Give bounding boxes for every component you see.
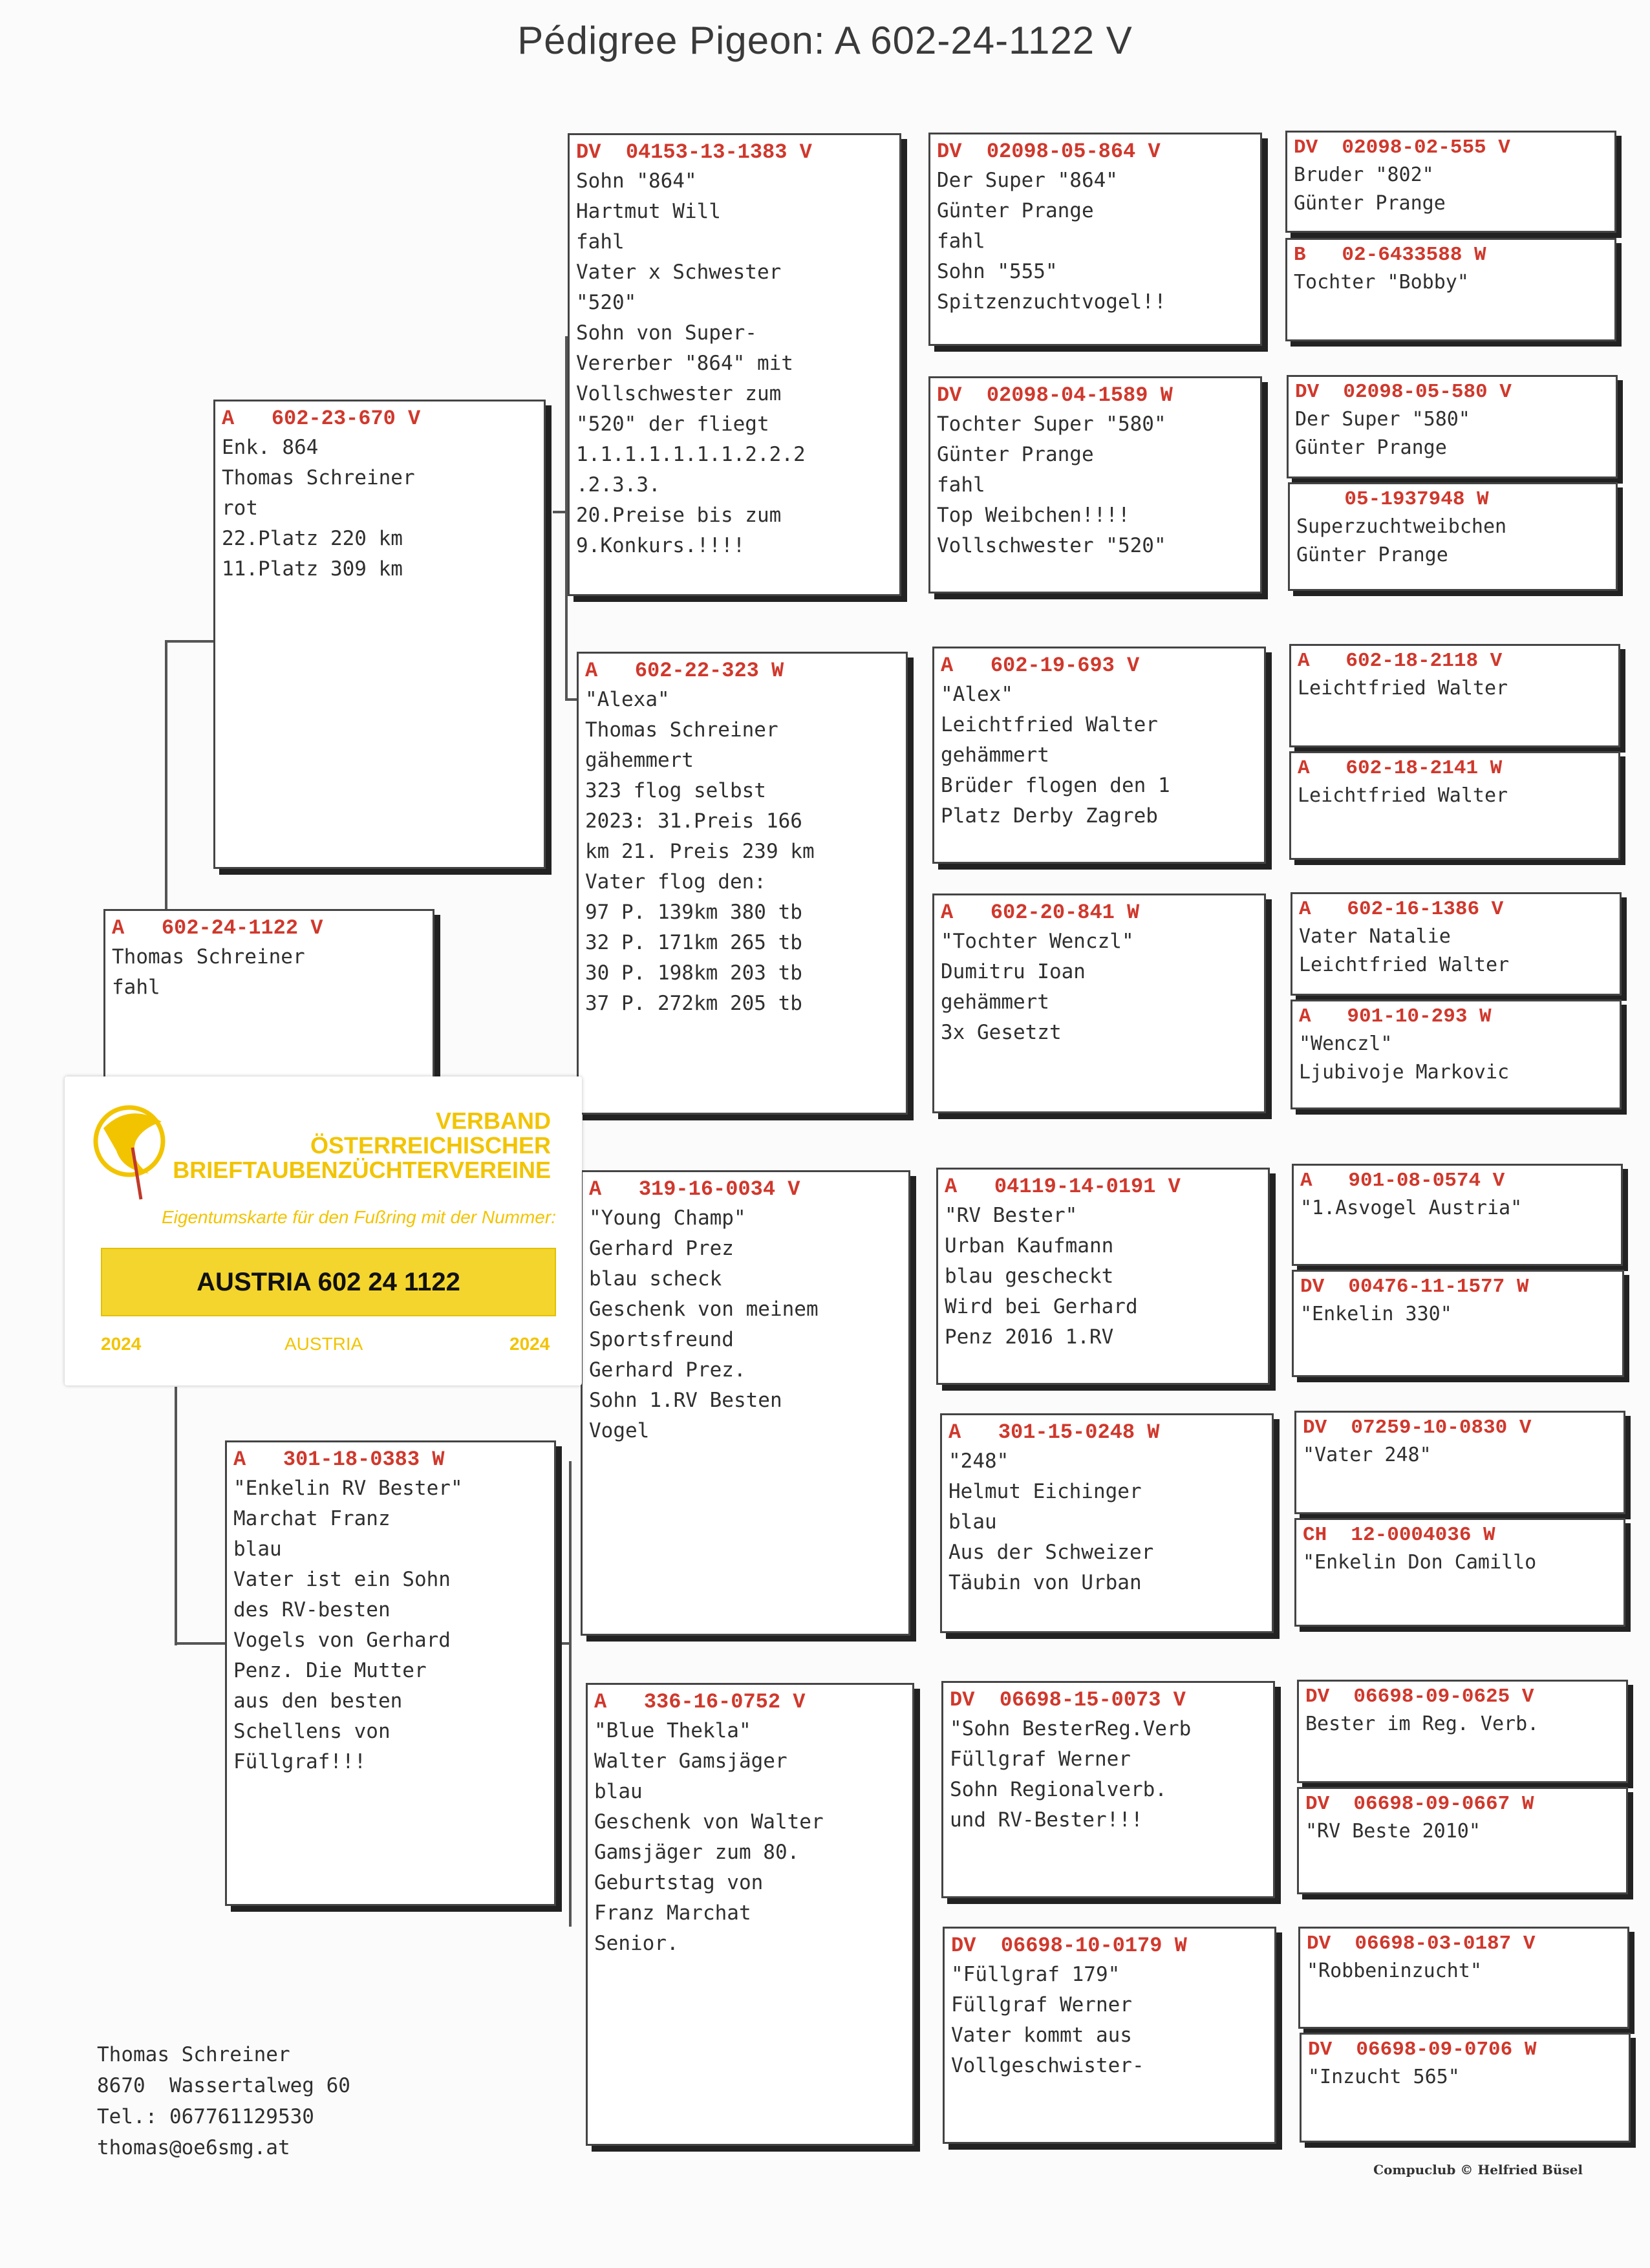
ring-number: A 901-10-293 W [1299,1005,1492,1028]
info-line: aus den besten [233,1689,403,1713]
info-line: "Vater 248" [1303,1444,1431,1466]
ring-number: DV 06698-09-0625 V [1305,1685,1534,1708]
ring-number: A 602-20-841 W [941,901,1140,925]
gen4-card[interactable] [1298,1927,1629,2029]
info-line: 11.Platz 309 km [222,557,403,581]
info-line: Penz. Die Mutter [233,1659,427,1682]
info-line: Günter Prange [937,199,1094,222]
year-right: 2024 [509,1334,550,1354]
info-line: Hartmut Will [576,200,721,223]
ring-number-field: AUSTRIA 602 24 1122 [101,1248,556,1316]
gen4-card[interactable] [1292,1164,1623,1266]
connector-line [175,1642,226,1645]
connector-line [557,1642,572,1645]
info-line: Vater flog den: [585,870,766,893]
info-line: "Enkelin Don Camillo [1303,1551,1537,1574]
connector-line [165,640,217,643]
ring-number: A 602-19-693 V [941,654,1140,678]
info-line: 30 P. 198km 203 tb [585,961,802,985]
info-line: Vererber "864" mit [576,352,793,375]
info-line: Sportsfreund [589,1328,734,1351]
connector-line [165,640,167,912]
info-line: Geschenk von Walter [594,1810,824,1834]
ring-number: DV 06698-10-0179 W [951,1934,1187,1958]
association-line: ÖSTERREICHISCHER [310,1132,551,1159]
info-line: Aus der Schweizer [948,1541,1154,1564]
info-line: Bester im Reg. Verb. [1305,1713,1539,1735]
gen4-card[interactable] [1291,1000,1622,1109]
info-line: "1.Asvogel Austria" [1300,1197,1523,1219]
gen3-card[interactable] [936,1168,1270,1385]
info-line: Franz Marchat [594,1901,751,1925]
ring-number: A 602-16-1386 V [1299,898,1504,921]
software-credit: Compuclub © Helfried Büsel [1373,2162,1583,2177]
info-line: Enk. 864 [222,436,319,459]
gen4-card[interactable] [1292,1270,1624,1377]
gen3-card[interactable] [928,133,1262,346]
ring-number: DV 06698-15-0073 V [950,1688,1186,1712]
gen3-card[interactable] [932,647,1266,864]
info-line: Ljubivoje Markovic [1299,1061,1510,1084]
info-line: Leichtfried Walter [1298,784,1508,807]
info-line: "Sohn BesterReg.Verb [950,1717,1192,1740]
gen4-card[interactable] [1297,1787,1628,1894]
info-line: Marchat Franz [233,1507,391,1530]
ring-number: A 602-23-670 V [222,407,421,431]
mother-card[interactable] [225,1440,556,1906]
gen4-card[interactable] [1291,892,1622,996]
info-line: "Robbeninzucht" [1307,1960,1482,1982]
info-line: Penz 2016 1.RV [945,1325,1114,1349]
info-line: 37 P. 272km 205 tb [585,992,802,1015]
info-line: Füllgraf Werner [950,1748,1131,1771]
info-line: "520" der fliegt [576,412,769,436]
info-line: Gerhard Prez. [589,1358,746,1382]
ring-number: A 602-18-2141 W [1298,757,1503,780]
ring-number: DV 06698-03-0187 V [1307,1932,1536,1955]
info-line: 323 flog selbst [585,779,766,802]
info-line: Vollschwester "520" [937,534,1166,557]
email-link[interactable]: thomas@oe6smg.at [97,2136,290,2159]
gen3-card[interactable] [940,1413,1274,1633]
info-line: Leichtfried Walter [1298,677,1508,700]
info-line: Der Super "864" [937,169,1118,192]
info-line: Günter Prange [1295,436,1447,459]
info-line: Vollgeschwister- [951,2054,1144,2077]
gen3-card[interactable] [943,1927,1276,2144]
info-line: "Alexa" [585,688,670,711]
ring-number: A 901-08-0574 V [1300,1170,1505,1192]
info-line: fahl [112,976,160,999]
ring-number: DV 02098-02-555 V [1294,136,1510,159]
info-line: Gerhard Prez [589,1237,734,1260]
gen4-card[interactable] [1300,2033,1631,2143]
page-title: Pédigree Pigeon: A 602-24-1122 V [517,19,1133,62]
info-line: Platz Derby Zagreb [941,804,1158,828]
ring-number: A 04119-14-0191 V [945,1175,1181,1199]
info-line: Superzuchtweibchen [1296,515,1507,538]
info-line: 20.Preise bis zum [576,504,782,527]
info-line: "Enkelin 330" [1300,1303,1452,1325]
info-line: fahl [937,230,985,253]
info-line: fahl [576,230,625,253]
info-line: Top Weibchen!!!! [937,504,1130,527]
info-line: "Blue Thekla" [594,1719,751,1742]
address-line: Tel.: 067761129530 [97,2105,314,2128]
info-line: Geburtstag von [594,1871,764,1894]
ring-number: DV 06698-09-0667 W [1305,1793,1534,1815]
info-line: 1.1.1.1.1.1.1.2.2.2 [576,443,806,466]
info-line: Günter Prange [1294,192,1446,215]
ring-number: DV 06698-09-0706 W [1308,2038,1537,2061]
gen4-card[interactable] [1285,131,1616,233]
gen4-card[interactable] [1289,751,1620,860]
info-line: Vogels von Gerhard [233,1629,451,1652]
info-line: Spitzenzuchtvogel!! [937,290,1166,314]
info-line: Dumitru Ioan [941,960,1086,983]
info-line: 3x Gesetzt [941,1021,1062,1044]
address-line: 8670 Wassertalweg 60 [97,2074,350,2097]
info-line: Täubin von Urban [948,1571,1142,1594]
info-line: blau [233,1537,282,1561]
ring-number: CH 12-0004036 W [1303,1524,1495,1546]
info-line: "Inzucht 565" [1308,2066,1460,2088]
ring-number: DV 07259-10-0830 V [1303,1417,1532,1439]
info-line: Helmut Eichinger [948,1480,1142,1503]
gen4-card[interactable] [1297,1680,1628,1783]
info-line: "Füllgraf 179" [951,1963,1120,1986]
connector-line [569,1461,572,1927]
info-line: 97 P. 139km 380 tb [585,901,802,924]
info-line: des RV-besten [233,1598,391,1621]
info-line: Walter Gamsjäger [594,1749,788,1773]
ring-number: A 301-15-0248 W [948,1420,1160,1444]
association-name [137,1109,551,1182]
info-line: Gamsjäger zum 80. [594,1841,800,1864]
ring-number: B 02-6433588 W [1294,244,1486,266]
gen2-ff-card[interactable] [568,133,901,596]
info-line: 9.Konkurs.!!!! [576,534,745,557]
info-line: "520" [576,291,637,314]
association-line: BRIEFTAUBENZÜCHTERVEREINE [173,1157,551,1183]
info-line: Thomas Schreiner [112,945,305,968]
info-line: Senior. [594,1932,679,1955]
ring-number: 05-1937948 W [1296,488,1489,511]
info-line: Günter Prange [937,443,1094,466]
info-line: Sohn 1.RV Besten [589,1389,782,1412]
info-line: 2023: 31.Preis 166 [585,809,802,833]
ring-number: DV 02098-05-864 V [937,140,1161,164]
info-line: Wird bei Gerhard [945,1295,1138,1318]
info-line: Füllgraf!!! [233,1750,367,1773]
info-line: gehämmert [941,744,1049,767]
info-line: "RV Beste 2010" [1305,1820,1481,1843]
info-line: Günter Prange [1296,544,1448,566]
ownership-card [65,1076,582,1385]
info-line: "Alex" [941,683,1013,706]
info-line: blau scheck [589,1267,722,1290]
ring-number: DV 02098-05-580 V [1295,381,1512,403]
gen3-card[interactable] [928,376,1262,594]
info-line: 22.Platz 220 km [222,527,403,550]
gen4-card[interactable] [1287,375,1618,478]
gen4-card[interactable] [1289,644,1620,747]
info-line: Leichtfried Walter [1299,954,1510,976]
father-card[interactable] [213,400,546,869]
info-line: Urban Kaufmann [945,1234,1114,1257]
info-line: Tochter "Bobby" [1294,271,1469,294]
ring-number: A 319-16-0034 V [589,1177,800,1201]
info-line: Brüder flogen den 1 [941,774,1170,797]
ring-number: A 602-24-1122 V [112,916,323,940]
info-line: km 21. Preis 239 km [585,840,815,863]
info-line: blau [948,1510,997,1534]
info-line: .2.3.3. [576,473,661,497]
connector-line [553,511,567,513]
info-line: fahl [937,473,985,497]
info-line: Thomas Schreiner [222,466,415,489]
info-line: Schellens von [233,1720,391,1743]
gen4-card[interactable] [1294,1518,1625,1627]
pigeon-card[interactable] [103,909,434,1084]
card-subtitle: Eigentumskarte für den Fußring mit der Nummer: [162,1207,556,1227]
info-line: gehämmert [941,990,1049,1014]
gen3-card[interactable] [941,1681,1275,1898]
gen2-mf-card[interactable] [581,1170,910,1636]
info-line: "RV Bester" [945,1204,1078,1227]
info-line: Vater x Schwester [576,261,782,284]
info-line: "Tochter Wenczl" [941,930,1134,953]
info-line: "Wenczl" [1299,1032,1393,1055]
ring-number: DV 02098-04-1589 W [937,383,1173,407]
info-line: "248" [948,1450,1009,1473]
info-line: Vater Natalie [1299,925,1451,948]
info-line: Geschenk von meinem [589,1298,819,1321]
connector-line [175,1387,177,1645]
info-line: Bruder "802" [1294,164,1434,186]
gen4-card[interactable] [1285,238,1616,341]
info-line: Tochter Super "580" [937,412,1166,436]
info-line: blau gescheckt [945,1265,1114,1288]
gen4-card[interactable] [1294,1411,1625,1514]
ring-number: DV 00476-11-1577 W [1300,1276,1529,1298]
ring-number: A 336-16-0752 V [594,1690,806,1714]
country-label: AUSTRIA [284,1334,363,1354]
connector-line [565,698,578,701]
info-line: Vollschwester zum [576,382,782,405]
info-line: Sohn "555" [937,260,1058,283]
gen2-fm-card[interactable] [577,652,908,1115]
year-left: 2024 [101,1334,142,1354]
info-line: Sohn Regionalverb. [950,1778,1167,1801]
info-line: Thomas Schreiner [585,718,778,742]
info-line: Leichtfried Walter [941,713,1158,736]
info-line: Vogel [589,1419,650,1442]
info-line: Füllgraf Werner [951,1993,1132,2017]
gen3-card[interactable] [932,893,1266,1113]
address-line: Thomas Schreiner [97,2043,290,2066]
gen2-mm-card[interactable] [586,1683,914,2146]
info-line: 32 P. 171km 265 tb [585,931,802,954]
info-line: rot [222,497,258,520]
gen4-card[interactable] [1288,482,1618,591]
ring-number: A 602-18-2118 V [1298,650,1503,672]
info-line: blau [594,1780,643,1803]
owner-address [97,2039,350,2163]
info-line: Sohn von Super- [576,321,757,345]
info-line: Vater ist ein Sohn [233,1568,451,1591]
info-line: gähemmert [585,749,694,772]
info-line: "Young Champ" [589,1206,746,1230]
info-line: "Enkelin RV Bester" [233,1477,463,1500]
ring-number: A 602-22-323 W [585,659,784,683]
info-line: Sohn "864" [576,169,697,193]
info-line: und RV-Bester!!! [950,1808,1143,1832]
ring-number: DV 04153-13-1383 V [576,140,812,164]
info-line: Der Super "580" [1295,408,1470,431]
association-line: VERBAND [435,1107,551,1134]
info-line: Vater kommt aus [951,2024,1132,2047]
ring-number: A 301-18-0383 W [233,1448,445,1471]
